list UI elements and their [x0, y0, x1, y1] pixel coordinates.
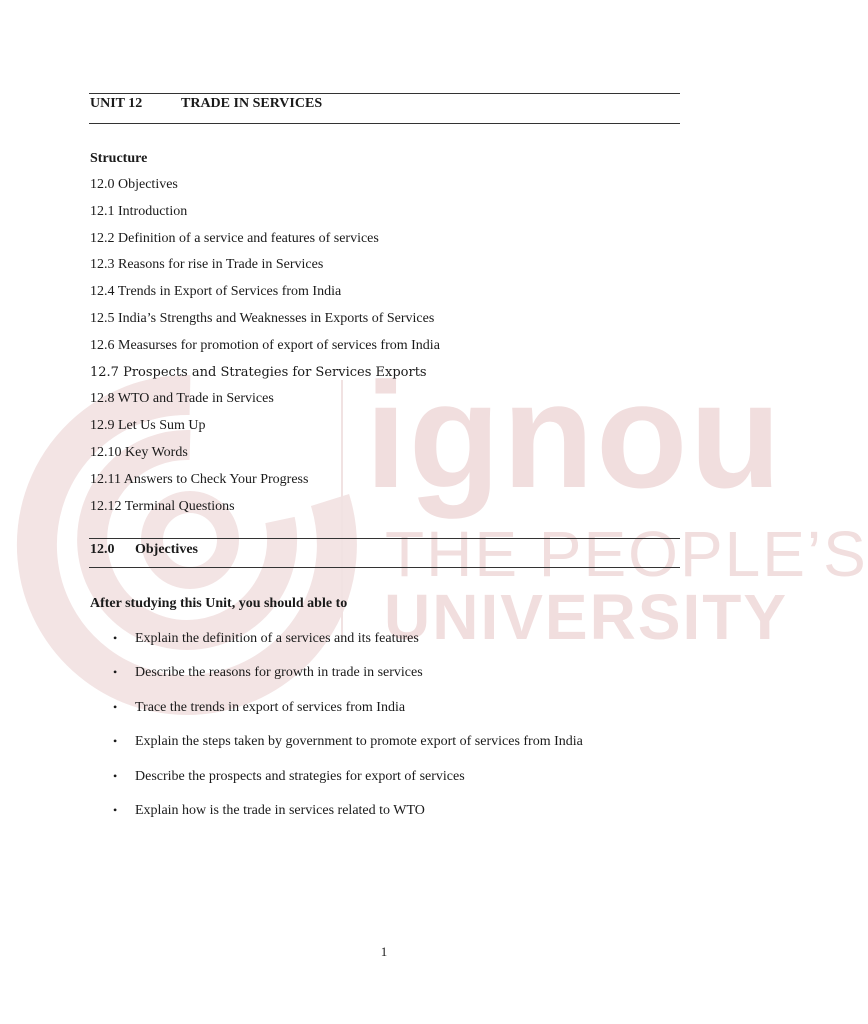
bullet-icon: •: [113, 802, 118, 817]
bullet-icon: •: [113, 631, 118, 645]
structure-item: 12.9 Let Us Sum Up: [90, 418, 206, 434]
header-top-rule: [89, 93, 680, 94]
unit-title: TRADE IN SERVICES: [181, 96, 323, 111]
unit-heading: [90, 95, 322, 113]
structure-item: 12.0 Objectives: [90, 177, 178, 192]
structure-item: 12.1 Introduction: [90, 203, 188, 219]
structure-item: 12.11 Answers to Check Your Progress: [90, 471, 309, 487]
section-bottom-rule: [89, 567, 680, 568]
structure-heading: Structure: [90, 151, 148, 166]
section-top-rule: [89, 538, 680, 539]
objective-text: Trace the trends in export of services from India: [135, 699, 406, 715]
structure-item: 12.8 WTO and Trade in Services: [90, 391, 274, 407]
objective-item: [113, 629, 583, 663]
structure-list: [90, 176, 440, 524]
structure-item: 12.10 Key Words: [90, 444, 188, 460]
watermark-line-2: UNIVERSITY: [384, 581, 789, 653]
unit-number: UNIT 12: [90, 96, 143, 111]
bullet-icon: •: [113, 699, 118, 714]
section-title: Objectives: [135, 542, 198, 557]
structure-item: 12.5 India’s Strengths and Weaknesses in Exports of Services: [90, 310, 435, 326]
watermark-line-1: THE PEOPLE’S: [385, 518, 868, 590]
section-heading: [90, 541, 198, 559]
structure-item: 12.2 Definition of a service and features of services: [90, 230, 379, 246]
section-number: 12.0: [90, 542, 115, 557]
objective-item: [113, 801, 583, 835]
header-bottom-rule: [89, 123, 680, 124]
structure-item: 12.7 Prospects and Strategies for Services Exports: [90, 364, 427, 380]
objective-item: [113, 767, 583, 801]
objective-item: [113, 663, 583, 697]
objective-text: Describe the prospects and strategies for export of services: [135, 768, 465, 784]
bullet-icon: •: [113, 734, 118, 749]
watermark-brand: ignou: [365, 351, 784, 519]
page-number: 1: [380, 944, 388, 959]
bullet-icon: •: [113, 665, 118, 680]
objectives-list: [113, 629, 583, 835]
objectives-intro: After studying this Unit, you should able to: [90, 596, 348, 611]
objective-text: Explain the definition of a services and its features: [135, 631, 419, 646]
objective-item: [113, 732, 583, 766]
objective-text: Explain the steps taken by government to promote export of services from India: [135, 734, 583, 750]
structure-item: 12.4 Trends in Export of Services from India: [90, 284, 342, 300]
bullet-icon: •: [113, 768, 118, 783]
objective-item: [113, 698, 583, 732]
structure-item: 12.3 Reasons for rise in Trade in Services: [90, 257, 324, 273]
structure-item: 12.12 Terminal Questions: [90, 498, 235, 514]
objective-text: Describe the reasons for growth in trade in services: [135, 665, 423, 681]
structure-item: 12.6 Measurses for promotion of export of services from India: [90, 337, 440, 353]
objective-text: Explain how is the trade in services related to WTO: [135, 802, 425, 818]
